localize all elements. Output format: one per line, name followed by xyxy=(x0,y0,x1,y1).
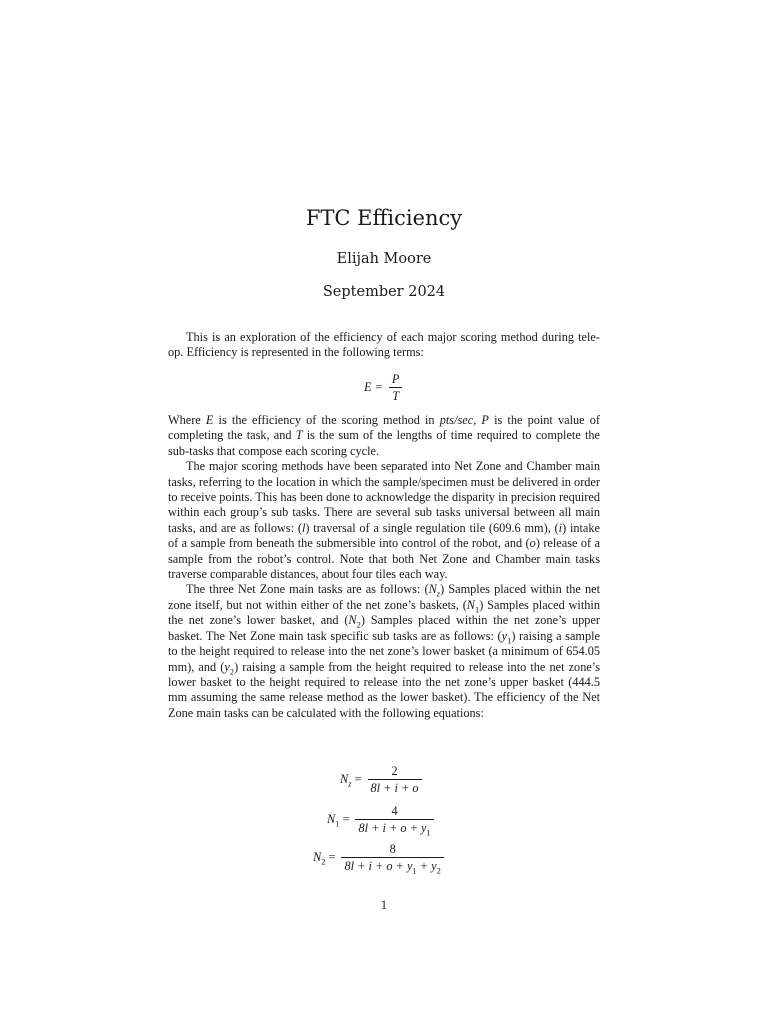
equals-sign: = xyxy=(342,812,350,826)
math-unit: pts/sec xyxy=(439,413,474,427)
math-var: N xyxy=(340,772,349,786)
equation-fraction xyxy=(341,842,443,876)
text-run: is the sum of the lengths of time required to complete the sub-tasks that compose each scoring cycle. xyxy=(168,428,600,458)
math-var: N xyxy=(466,597,475,612)
equation-numerator: P xyxy=(391,372,400,386)
math-var: N xyxy=(327,812,336,826)
math-var: E xyxy=(205,413,214,427)
math-var: P xyxy=(481,413,489,427)
equation-numerator: 8 xyxy=(389,842,396,856)
equals-sign: = xyxy=(328,850,336,864)
equation-lhs xyxy=(313,850,335,865)
math-var: y xyxy=(501,628,508,643)
math-var: o xyxy=(529,536,536,551)
equation-numerator: 4 xyxy=(391,804,398,818)
equation-denominator xyxy=(355,819,433,838)
text-run: ) Samples placed within the net zone itself, but not within either of the net zone’s baskets, ( xyxy=(168,582,600,612)
equation-n2 xyxy=(313,842,444,876)
text-run: ) Samples placed within the net zone’s lower basket, and ( xyxy=(168,597,600,628)
paper-title: FTC Efficiency xyxy=(305,206,463,230)
text-run: ) traversal of a single regulation tile (609.6 mm), ( xyxy=(305,520,559,535)
text-run: ) raising a sample from the height required to release into the net zone’s lower basket to the height required to release into the net zone’s upper basket (444.5 mm assuming the same release method as the lower basket). The efficiency of the Net Zone main tasks can be calculated with the following equations: xyxy=(168,659,600,720)
math-subscript: z xyxy=(436,588,441,599)
equation-numerator: 2 xyxy=(391,764,398,778)
text-run: is the efficiency of the scoring method in xyxy=(213,413,440,427)
net-zone-paragraph xyxy=(168,582,600,721)
text-run: , xyxy=(473,413,482,427)
math-expression: 8l + i + o + y xyxy=(358,821,427,835)
equation-n1 xyxy=(327,804,434,838)
equation-lhs xyxy=(340,772,362,787)
equation-denominator: T xyxy=(389,387,402,403)
math-subscript: 2 xyxy=(356,619,361,630)
math-subscript: 1 xyxy=(412,865,417,876)
intro-paragraph xyxy=(168,330,600,361)
math-var: i xyxy=(558,520,563,535)
equation-fraction xyxy=(355,804,433,838)
text-run: ) release of a sample from the robot’s control. Note that both Net Zone and Chamber main tasks traverse comparable distances, about four tiles each way. xyxy=(168,536,600,582)
text-run: Where xyxy=(168,413,206,427)
math-expression: + y xyxy=(416,859,437,873)
paper-author: Elijah Moore xyxy=(336,251,432,267)
math-subscript: 1 xyxy=(507,635,512,646)
math-subscript: 2 xyxy=(436,865,441,876)
equation-fraction xyxy=(389,372,403,403)
equation-nz xyxy=(340,764,422,795)
paper-date: September 2024 xyxy=(322,284,446,300)
equation-denominator xyxy=(341,857,443,876)
text-run: ) Samples placed within the net zone’s upper basket. The Net Zone main task specific sub tasks are as follows: ( xyxy=(168,613,600,643)
page-number: 1 xyxy=(380,898,388,912)
math-var: T xyxy=(295,428,303,443)
equals-sign: = xyxy=(354,772,362,786)
equation-lhs: E = xyxy=(364,380,383,394)
main-body xyxy=(168,413,600,721)
efficiency-equation xyxy=(364,372,402,403)
text-run: ) raising a sample to the height required to release into the net zone’s lower basket (a minimum of 654.05 mm), and ( xyxy=(168,628,601,674)
math-subscript: 2 xyxy=(229,665,235,676)
equation-denominator: 8l + i + o xyxy=(368,779,422,795)
definition-paragraph xyxy=(168,413,600,459)
math-var: l xyxy=(301,520,306,535)
math-var: N xyxy=(313,850,322,864)
math-subscript: 1 xyxy=(335,818,340,829)
math-subscript: 2 xyxy=(321,856,326,867)
equation-fraction xyxy=(368,764,422,795)
math-var: y xyxy=(224,659,230,674)
text-run: The major scoring methods have been separated into Net Zone and Chamber main tasks, referring to the location in which the sample/specimen must be delivered in order to receive points. This has been done to acknowledge the disparity in precision required within each group’s sub tasks. There are several sub tasks universal between all main tasks, and are as follows: ( xyxy=(168,459,600,535)
math-subscript: 1 xyxy=(475,604,480,615)
math-var: N xyxy=(348,613,357,628)
text-run: ) intake of a sample from beneath the submersible into control of the robot, and ( xyxy=(168,520,600,551)
math-subscript: z xyxy=(348,778,352,789)
math-subscript: 1 xyxy=(426,827,431,838)
math-expression: 8l + i + o + y xyxy=(344,859,413,873)
equation-lhs xyxy=(327,812,349,827)
text-run: The three Net Zone main tasks are as follows: ( xyxy=(186,582,429,597)
math-var: N xyxy=(428,582,437,597)
intro-text: This is an exploration of the efficiency of each major scoring method during tele-op. Efficiency is represented in the following terms: xyxy=(168,330,600,360)
major-methods-paragraph xyxy=(168,459,600,582)
text-run: is the point value of completing the task, and xyxy=(168,413,600,443)
